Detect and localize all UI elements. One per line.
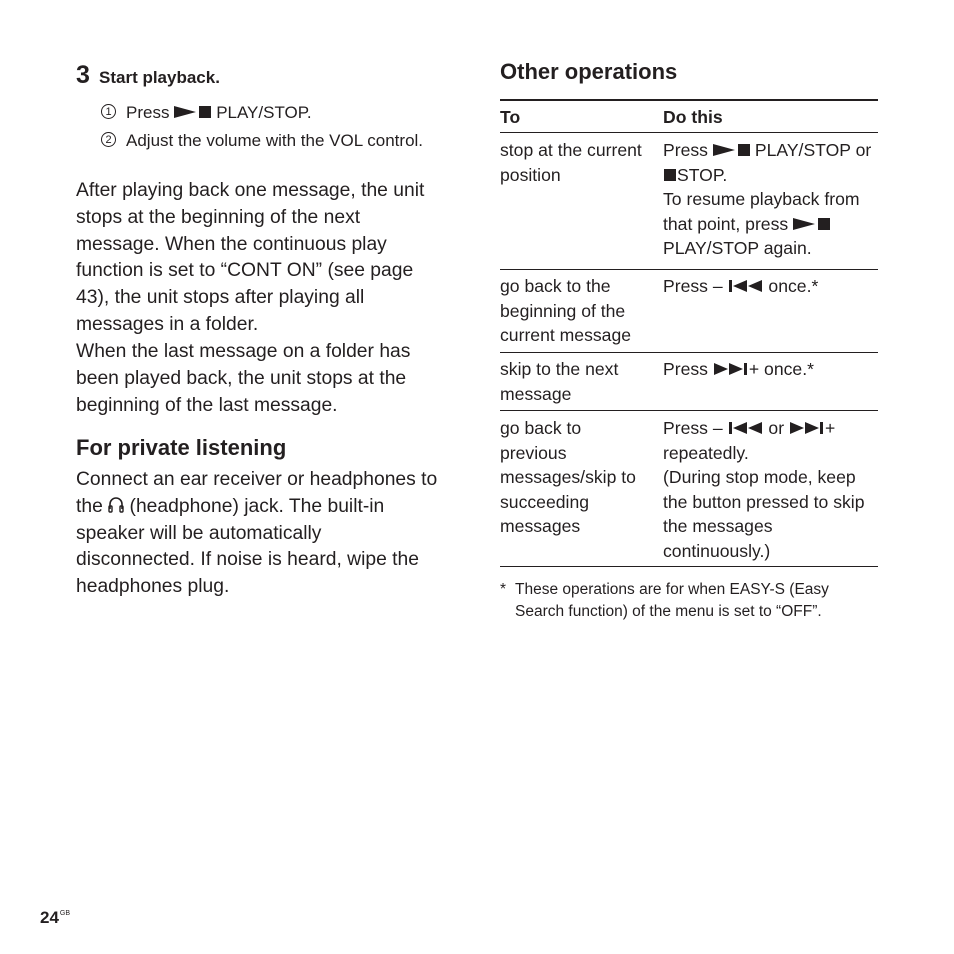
table-row-1-to: stop at the current position <box>500 140 642 185</box>
next-track-icon <box>713 362 749 376</box>
stop-icon <box>663 168 677 182</box>
substep-1-number: 1 <box>101 104 116 119</box>
table-top-rule <box>500 99 878 101</box>
table-row-3-to: skip to the next message <box>500 359 619 404</box>
page-suffix: GB <box>59 910 71 917</box>
play-stop-icon <box>793 217 835 231</box>
table-row-4-to: go back to previous messages/skip to succeeding messages <box>500 418 636 536</box>
footnote <box>500 579 880 623</box>
next-track-icon <box>789 421 825 435</box>
play-stop-icon <box>713 143 755 157</box>
play-stop-icon <box>174 105 216 119</box>
previous-track-icon <box>728 279 764 293</box>
footnote-mark: * <box>500 581 507 598</box>
table-header-do-this: Do this <box>663 107 723 127</box>
private-listening-text: Connect an ear receiver or headphones to the (headphone) jack. The built-in speaker will be automatically disconnected. If noise is heard, wipe the headphones plug. <box>76 469 438 598</box>
table-row-rule <box>500 269 878 270</box>
table-row-2-to: go back to the beginning of the current message <box>500 276 632 345</box>
other-operations-heading: Other operations <box>500 59 678 84</box>
previous-track-icon <box>728 421 764 435</box>
table-row-3-do: Press + once.* <box>663 359 814 379</box>
table-header-to: To <box>500 107 521 127</box>
substep-2-number: 2 <box>101 132 116 147</box>
table-row-4-do: Press – or + repeatedly. (During stop mode, keep the button pressed to skip the messages continuously.) <box>663 418 865 561</box>
page-number: $24^{GB}$ <box>40 908 71 927</box>
playback-paragraph: After playing back one message, the unit stops at the beginning of the next message. When the continuous play function is set to “CONT ON” (see page 43), the unit stops after playing all messages in a folder. <box>76 180 425 335</box>
headphone-icon <box>108 495 124 513</box>
substep-2: 2 Adjust the volume with the VOL control. <box>101 128 431 153</box>
table-row-2-do: Press – once.* <box>663 276 819 296</box>
table-row-1-do: Press PLAY/STOP or STOP. To resume playback from that point, press PLAY/STOP again. <box>663 140 872 258</box>
table-row-rule <box>500 410 878 411</box>
table-bottom-rule <box>500 566 878 567</box>
table-row-rule <box>500 352 878 353</box>
step-number: 3 <box>76 61 90 89</box>
step-title: Start playback. <box>99 68 220 87</box>
footnote-text: These operations are for when EASY-S (Easy Search function) of the menu is set to “OFF”. <box>515 581 829 620</box>
private-listening-heading: For private listening <box>76 435 287 460</box>
substep-1: 1 Press PLAY/STOP. <box>101 100 431 125</box>
last-message-paragraph: When the last message on a folder has been played back, the unit stops at the beginning of the last message. <box>76 341 411 416</box>
table-header-rule <box>500 132 878 133</box>
